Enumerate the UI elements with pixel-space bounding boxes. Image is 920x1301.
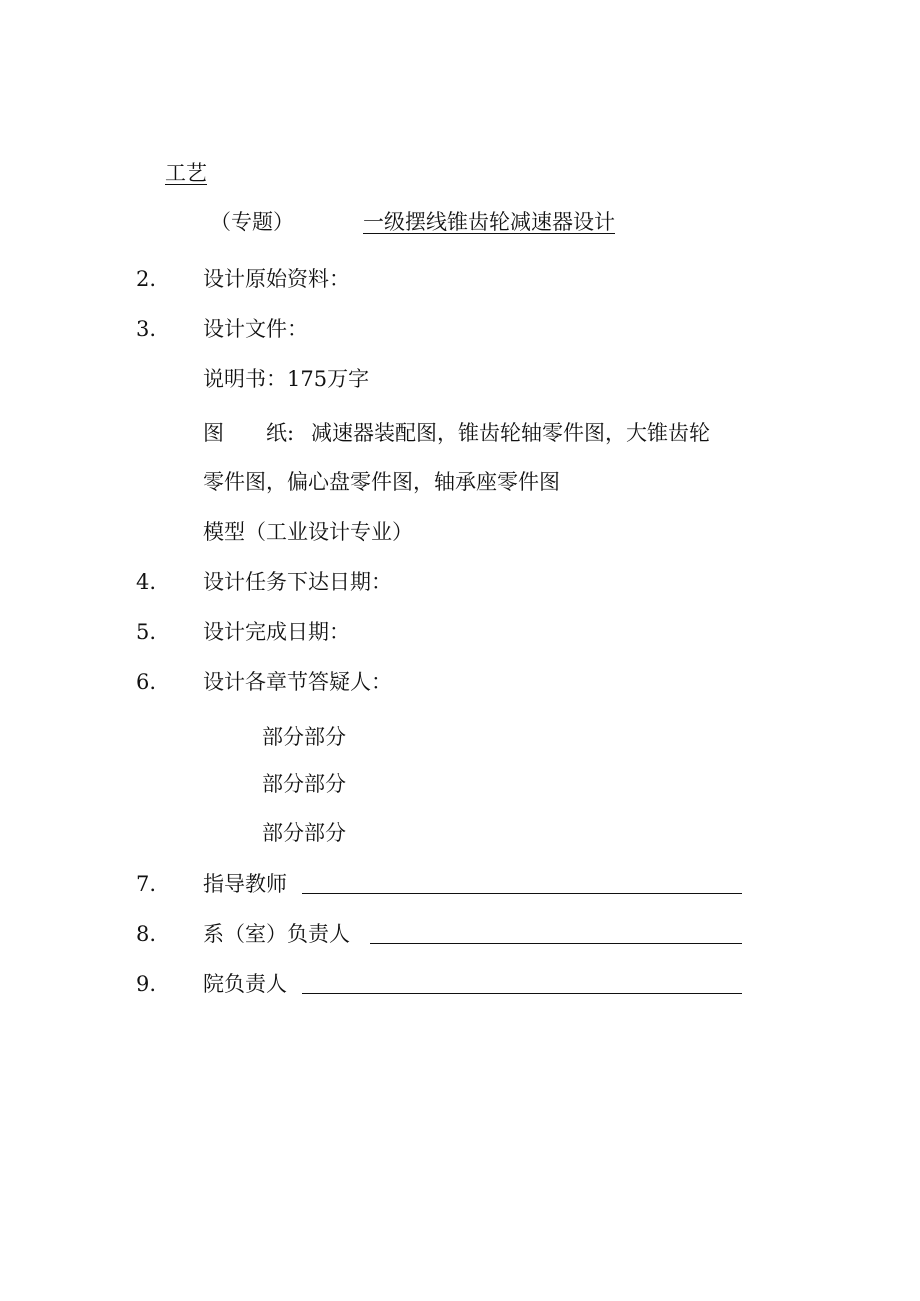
model-line: 模型（工业设计专业） [203, 520, 413, 544]
department-head-label: 系（室）负责人 [203, 922, 350, 946]
topic-label: （专题） [210, 210, 294, 234]
item-number: 2. [136, 267, 157, 291]
item-responders: 设计各章节答疑人： [203, 670, 392, 694]
drawings-line-1: 减速器装配图，锥齿轮轴零件图，大锥齿轮 [311, 421, 710, 445]
responder-entry: 部分部分 [262, 772, 346, 796]
department-head-signature-line[interactable] [370, 943, 742, 944]
item-design-files: 设计文件： [203, 317, 308, 341]
item-number: 6. [136, 670, 157, 694]
item-completion-date: 设计完成日期： [203, 620, 350, 644]
item-issue-date: 设计任务下达日期： [203, 570, 392, 594]
advisor-label: 指导教师 [203, 872, 287, 896]
drawings-label: 图 纸: [203, 421, 295, 445]
manual-line: 说明书：175万字 [203, 367, 370, 391]
item-original-materials: 设计原始资料： [203, 267, 350, 291]
item-number: 3. [136, 317, 157, 341]
field-value: 工艺 [165, 161, 207, 185]
topic-value: 一级摆线锥齿轮减速器设计 [363, 210, 615, 234]
item-number: 9. [136, 972, 157, 996]
responder-entry: 部分部分 [262, 725, 346, 749]
item-number: 4. [136, 570, 157, 594]
advisor-signature-line[interactable] [302, 893, 742, 894]
drawings-line-2: 零件图，偏心盘零件图，轴承座零件图 [203, 470, 560, 494]
college-head-label: 院负责人 [203, 972, 287, 996]
college-head-signature-line[interactable] [302, 993, 742, 994]
item-number: 5. [136, 620, 157, 644]
item-number: 7. [136, 872, 157, 896]
responder-entry: 部分部分 [262, 821, 346, 845]
item-number: 8. [136, 922, 157, 946]
